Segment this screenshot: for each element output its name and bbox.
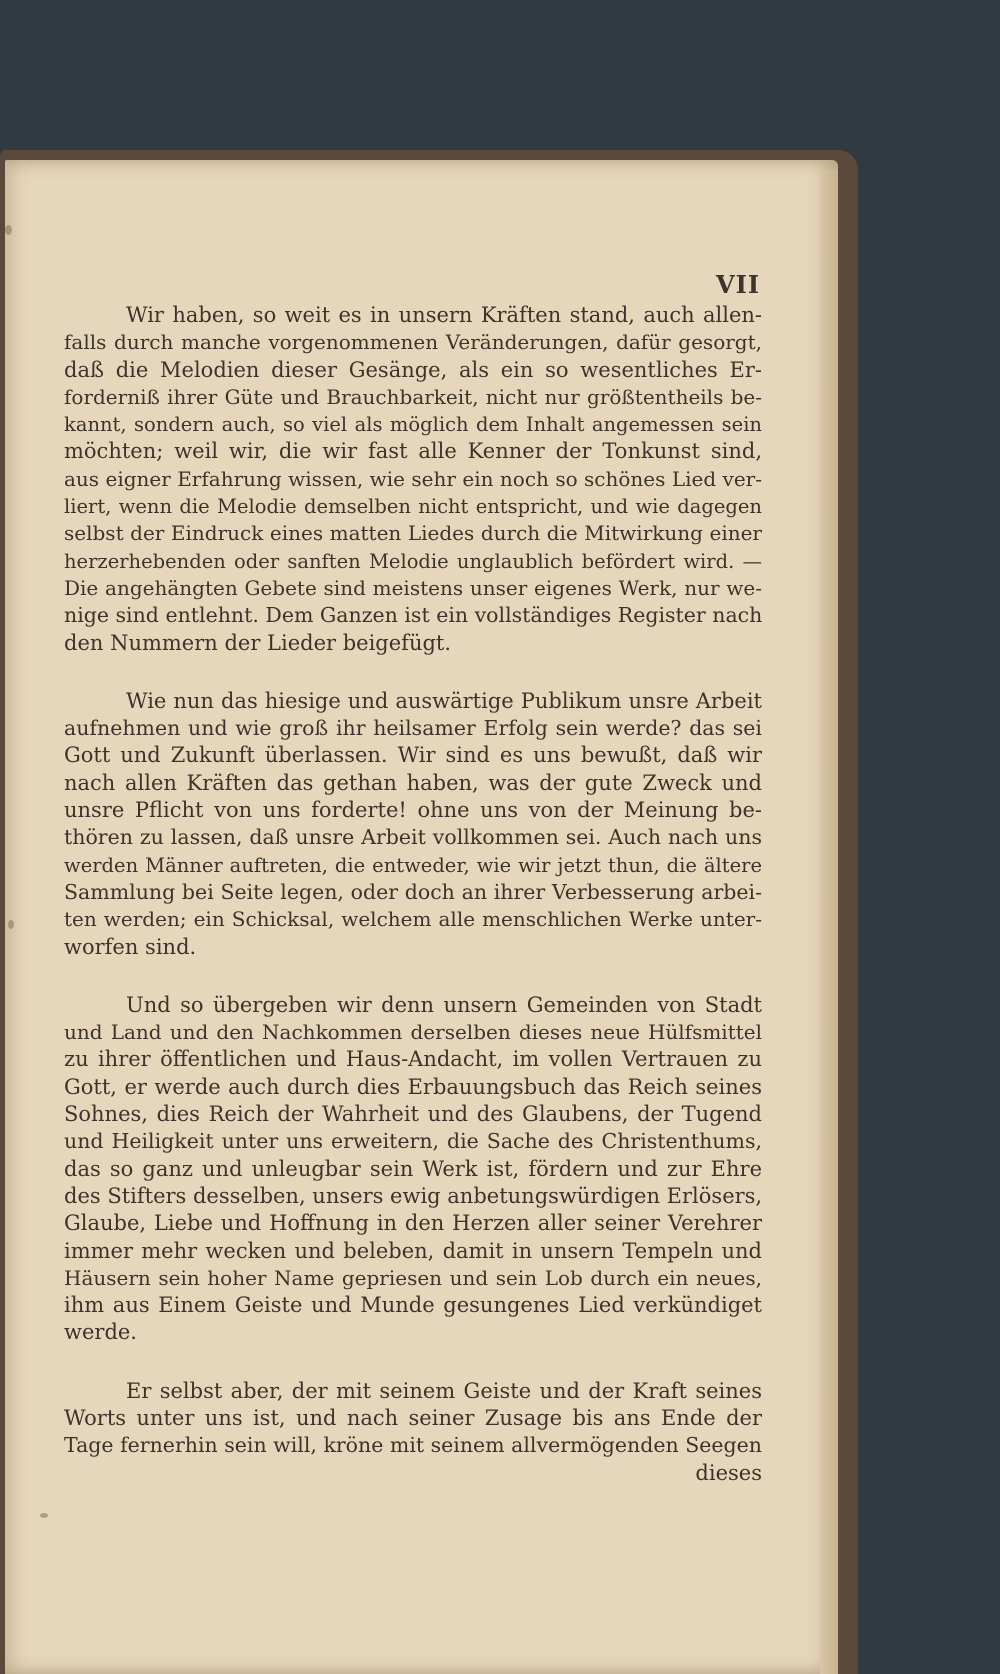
text-line: aus eigner Erfahrung wissen, wie sehr ein noch so schönes Lied ver- (64, 466, 762, 491)
text-line: worfen sind. (64, 934, 197, 959)
text-line: forderniß ihrer Güte und Brauchbarkeit, nicht nur größtentheils be- (64, 384, 762, 409)
text-line: ihm aus Einem Geiste und Munde gesungenes Lied verkündiget (64, 1293, 762, 1318)
text-line: Wir haben, so weit es in unsern Kräften stand, auch allen- (126, 303, 762, 327)
text-line: kannt, sondern auch, so viel als möglich dem Inhalt angemessen sein (64, 413, 762, 437)
paragraph-2 (64, 688, 762, 961)
text-line: nach allen Kräften das gethan haben, was der gute Zweck und (64, 770, 762, 795)
text-line: zu ihrer öffentlichen und Haus-Andacht, im vollen Vertrauen zu (64, 1047, 762, 1072)
paragraph-1 (64, 302, 762, 657)
text-line: und Heiligkeit unter uns erweitern, die Sache des Christenthums, (64, 1129, 762, 1154)
text-line: immer mehr wecken und beleben, damit in unsern Tempeln und (64, 1238, 762, 1263)
text-line: Sammlung bei Seite legen, oder doch an ihrer Verbesserung arbei- (64, 879, 762, 904)
text-line: möchten; weil wir, die wir fast alle Kenner der Tonkunst sind, (64, 439, 762, 464)
text-line: das so ganz und unleugbar sein Werk ist, fördern und zur Ehre (64, 1156, 762, 1181)
text-line: Wie nun das hiesige und auswärtige Publikum unsre Arbeit (126, 688, 762, 713)
text-line: des Stifters desselben, unsers ewig anbetungswürdigen Erlösers, (64, 1183, 762, 1208)
text-line: selbst der Eindruck eines matten Liedes durch die Mitwirkung einer (64, 521, 762, 546)
text-line: thören zu lassen, daß unsre Arbeit vollkommen sei. Auch nach uns (64, 825, 762, 850)
text-line: falls durch manche vorgenommenen Veränderungen, dafür gesorgt, (64, 330, 762, 355)
ink-spot (8, 920, 14, 929)
body-text (64, 302, 762, 1487)
text-line: liert, wenn die Melodie demselben nicht entspricht, und wie dagegen (64, 495, 762, 519)
text-line: Die angehängten Gebete sind meistens unser eigenes Werk, nur we- (64, 575, 762, 600)
text-line: den Nummern der Lieder beigefügt. (64, 630, 452, 655)
ink-spot (5, 225, 12, 235)
paragraph-3 (64, 992, 762, 1347)
text-line: nige sind entlehnt. Dem Ganzen ist ein vollständiges Register nach (64, 603, 762, 628)
text-line: Worts unter uns ist, und nach seiner Zusage bis ans Ende der (64, 1405, 762, 1430)
text-line: Sohnes, dies Reich der Wahrheit und des Glaubens, der Tugend (64, 1102, 762, 1127)
text-line: Gott und Zukunft überlassen. Wir sind es uns bewußt, daß wir (64, 743, 762, 768)
text-line: ten werden; ein Schicksal, welchem alle menschlichen Werke unter- (64, 907, 762, 932)
ink-spot (40, 1513, 48, 1518)
text-line: und Land und den Nachkommen derselben dieses neue Hülfsmittel (64, 1020, 762, 1045)
text-line: Er selbst aber, der mit seinem Geiste und der Kraft seines (126, 1378, 762, 1403)
catchword: dieses (695, 1460, 762, 1485)
text-line: unsre Pflicht von uns forderte! ohne uns von der Meinung be- (64, 798, 762, 823)
text-line: werden Männer auftreten, die entweder, wie wir jetzt thun, die ältere (64, 853, 762, 877)
page-number: VII (716, 270, 761, 299)
text-line: daß die Melodien dieser Gesänge, als ein so wesentliches Er- (64, 357, 762, 382)
text-line: Und so übergeben wir denn unsern Gemeinden von Stadt (126, 992, 762, 1017)
text-line: Glaube, Liebe und Hoffnung in den Herzen aller seiner Verehrer (64, 1211, 762, 1236)
text-line: herzerhebenden oder sanften Melodie unglaublich befördert wird. — (64, 549, 762, 573)
text-line: Häusern sein hoher Name gepriesen und sein Lob durch ein neues, (64, 1265, 762, 1290)
text-line: Gott, er werde auch durch dies Erbauungsbuch das Reich seines (64, 1074, 762, 1099)
text-line: werde. (64, 1320, 137, 1345)
text-line: Tage fernerhin sein will, kröne mit seinem allvermögenden Seegen (64, 1433, 762, 1458)
text-line: aufnehmen und wie groß ihr heilsamer Erfolg sein werde? das sei (64, 716, 762, 741)
paragraph-4 (64, 1378, 762, 1487)
page-edge (820, 170, 838, 1674)
